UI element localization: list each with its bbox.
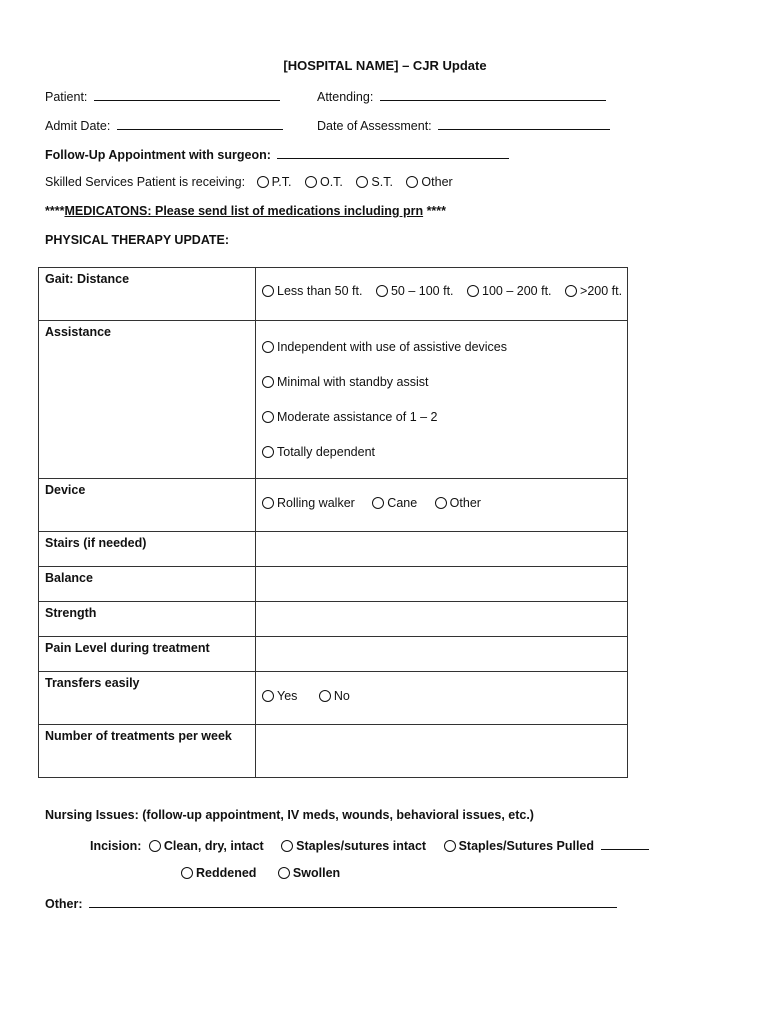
radio-icon[interactable] <box>376 285 388 297</box>
device-options <box>256 479 628 532</box>
option-other[interactable]: Other <box>406 175 452 189</box>
pt-table <box>38 267 628 778</box>
device-option[interactable]: Other <box>435 496 481 510</box>
medications-text: MEDICATONS: Please send list of medications including prn <box>64 204 424 218</box>
admit-date-label: Admit Date: <box>45 119 111 133</box>
assessment-date-field[interactable] <box>438 117 610 130</box>
gait-option[interactable]: 100 – 200 ft. <box>467 284 552 298</box>
radio-icon[interactable] <box>406 176 418 188</box>
table-row <box>39 602 628 637</box>
radio-icon[interactable] <box>319 690 331 702</box>
radio-icon[interactable] <box>262 376 274 388</box>
balance-field[interactable] <box>256 567 628 602</box>
table-row <box>39 637 628 672</box>
other-row <box>45 895 617 911</box>
stairs-label: Stairs (if needed) <box>39 532 256 567</box>
device-option[interactable]: Cane <box>372 496 417 510</box>
incision-label: Incision: <box>90 839 142 853</box>
option-ot[interactable]: O.T. <box>305 175 343 189</box>
staples-pulled-field[interactable] <box>601 837 649 850</box>
incision-option-reddened[interactable]: Reddened <box>181 866 256 880</box>
radio-icon[interactable] <box>262 446 274 458</box>
transfers-label: Transfers easily <box>39 672 256 725</box>
incision-option-clean[interactable]: Clean, dry, intact <box>149 839 264 853</box>
radio-icon[interactable] <box>149 840 161 852</box>
table-row <box>39 479 628 532</box>
table-row <box>39 567 628 602</box>
table-row <box>39 268 628 321</box>
nursing-heading: Nursing Issues: (follow-up appointment, IV meds, wounds, behavioral issues, etc.) <box>45 808 534 822</box>
balance-label: Balance <box>39 567 256 602</box>
other-field[interactable] <box>89 895 617 908</box>
gait-option[interactable]: Less than 50 ft. <box>262 284 362 298</box>
table-row <box>39 672 628 725</box>
incision-row <box>90 837 649 853</box>
gait-label: Gait: Distance <box>39 268 256 321</box>
follow-up-field[interactable] <box>277 146 509 159</box>
radio-icon[interactable] <box>305 176 317 188</box>
assistance-option[interactable]: Totally dependent <box>262 435 621 470</box>
attending-label: Attending: <box>317 90 374 104</box>
radio-icon[interactable] <box>356 176 368 188</box>
skilled-services-row <box>45 175 453 189</box>
admit-date-row <box>45 117 283 133</box>
gait-option[interactable]: >200 ft. <box>565 284 622 298</box>
radio-icon[interactable] <box>444 840 456 852</box>
assistance-options <box>256 321 628 479</box>
incision-option-staples-pulled[interactable]: Staples/Sutures Pulled <box>444 839 594 853</box>
follow-up-label: Follow-Up Appointment with surgeon: <box>45 148 271 162</box>
admit-date-field[interactable] <box>117 117 283 130</box>
incision-option-swollen[interactable]: Swollen <box>278 866 340 880</box>
table-row <box>39 532 628 567</box>
incision-row-2 <box>181 866 340 880</box>
strength-label: Strength <box>39 602 256 637</box>
patient-field[interactable] <box>94 88 280 101</box>
radio-icon[interactable] <box>262 285 274 297</box>
pain-field[interactable] <box>256 637 628 672</box>
stairs-field[interactable] <box>256 532 628 567</box>
radio-icon[interactable] <box>262 690 274 702</box>
radio-icon[interactable] <box>467 285 479 297</box>
patient-row <box>45 88 280 104</box>
patient-label: Patient: <box>45 90 88 104</box>
medications-notice: ****MEDICATONS: Please send list of medications including prn **** <box>45 204 447 218</box>
treatments-field[interactable] <box>256 725 628 778</box>
gait-options <box>256 268 628 321</box>
page-title: [HOSPITAL NAME] – CJR Update <box>283 58 487 73</box>
radio-icon[interactable] <box>372 497 384 509</box>
attending-row <box>317 88 606 104</box>
assessment-date-label: Date of Assessment: <box>317 119 432 133</box>
radio-icon[interactable] <box>262 497 274 509</box>
radio-icon[interactable] <box>281 840 293 852</box>
radio-icon[interactable] <box>278 867 290 879</box>
radio-icon[interactable] <box>257 176 269 188</box>
pain-label: Pain Level during treatment <box>39 637 256 672</box>
assistance-label: Assistance <box>39 321 256 479</box>
other-label: Other: <box>45 897 83 911</box>
treatments-label: Number of treatments per week <box>39 725 256 778</box>
follow-up-row <box>45 146 509 162</box>
assistance-option[interactable]: Independent with use of assistive devices <box>262 330 621 365</box>
pt-heading: PHYSICAL THERAPY UPDATE: <box>45 233 230 247</box>
option-st[interactable]: S.T. <box>356 175 393 189</box>
radio-icon[interactable] <box>181 867 193 879</box>
radio-icon[interactable] <box>565 285 577 297</box>
radio-icon[interactable] <box>435 497 447 509</box>
device-label: Device <box>39 479 256 532</box>
skilled-services-label: Skilled Services Patient is receiving: <box>45 175 246 189</box>
transfers-options <box>256 672 628 725</box>
assistance-option[interactable]: Moderate assistance of 1 – 2 <box>262 400 621 435</box>
table-row <box>39 725 628 778</box>
gait-option[interactable]: 50 – 100 ft. <box>376 284 454 298</box>
device-option[interactable]: Rolling walker <box>262 496 355 510</box>
radio-icon[interactable] <box>262 411 274 423</box>
incision-option-staples-intact[interactable]: Staples/sutures intact <box>281 839 426 853</box>
assessment-date-row <box>317 117 610 133</box>
transfers-option-no[interactable]: No <box>319 689 350 703</box>
radio-icon[interactable] <box>262 341 274 353</box>
option-pt[interactable]: P.T. <box>257 175 292 189</box>
assistance-option[interactable]: Minimal with standby assist <box>262 365 621 400</box>
strength-field[interactable] <box>256 602 628 637</box>
table-row <box>39 321 628 479</box>
transfers-option-yes[interactable]: Yes <box>262 689 297 703</box>
attending-field[interactable] <box>380 88 606 101</box>
